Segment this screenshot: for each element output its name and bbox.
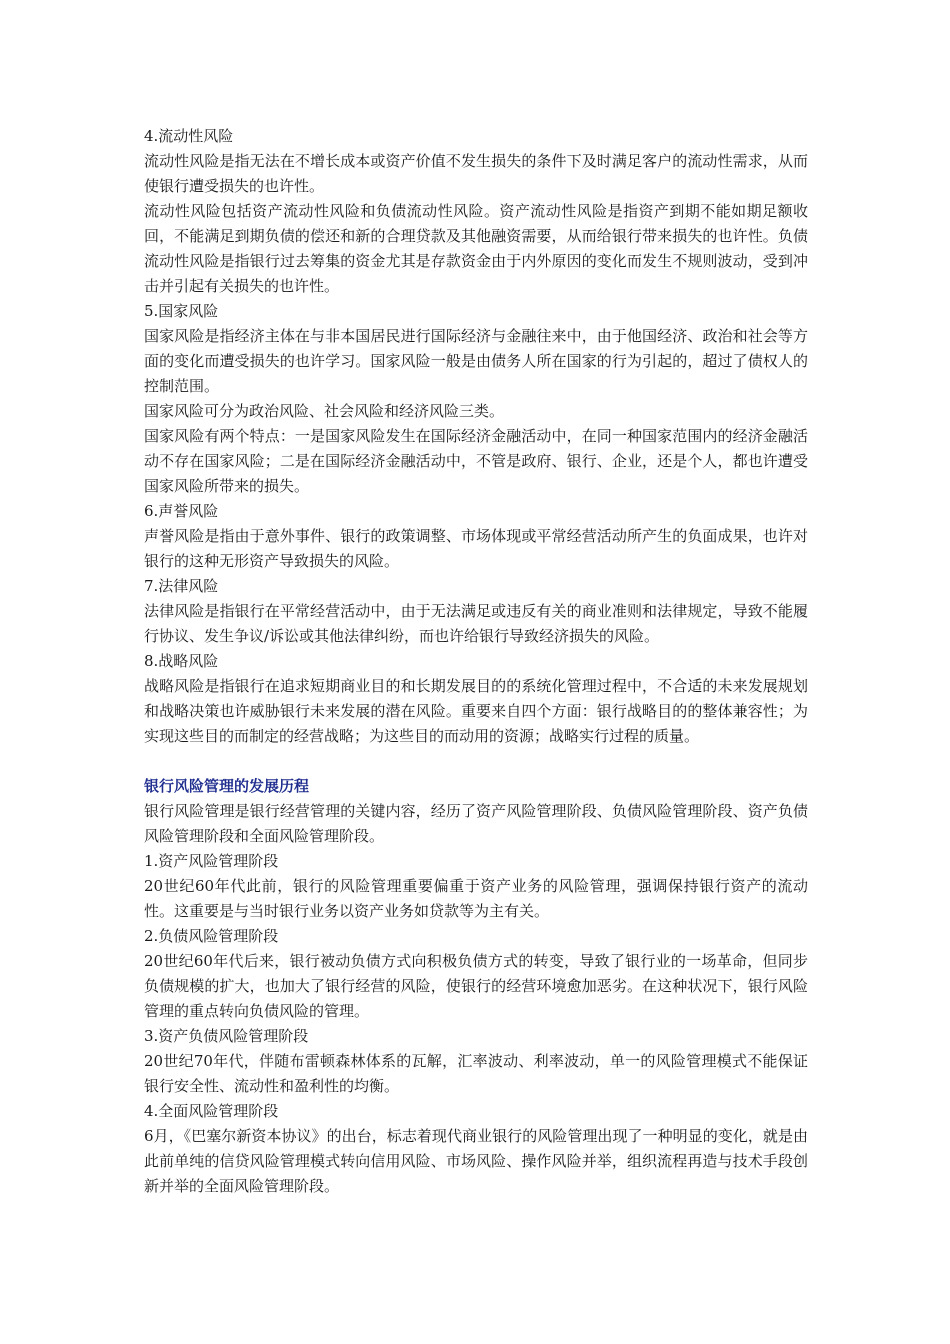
stage3-heading: 3.资产负债风险管理阶段 [144,1027,309,1045]
document-body [144,124,808,1199]
section-spacer [144,749,808,774]
country-risk-definition: 国家风险是指经济主体在与非本国居民进行国际经济与金融往来中，由于他国经济、政治和社会等方面的变化而遭受损失的也许学习。国家风险一般是由债务人所在国家的行为引起的，超过了债权人的控制范围。 [144,327,808,395]
legal-risk-heading: 7.法律风险 [144,577,219,595]
reputation-risk-heading: 6.声誉风险 [144,502,219,520]
liquidity-risk-definition: 流动性风险是指无法在不增长成本或资产价值不发生损失的条件下及时满足客户的流动性需求，从而使银行遭受损失的也许性。 [144,152,808,195]
liquidity-risk-heading: 4.流动性风险 [144,127,234,145]
stage4-heading: 4.全面风险管理阶段 [144,1102,279,1120]
stage4-text: 6月，《巴塞尔新资本协议》的出台，标志着现代商业银行的风险管理出现了一种明显的变化，就是由此前单纯的信贷风险管理模式转向信用风险、市场风险、操作风险并举，组织流程再造与技术手段创新并举的全面风险管理阶段。 [144,1127,808,1195]
liquidity-risk-types: 流动性风险包括资产流动性风险和负债流动性风险。资产流动性风险是指资产到期不能如期足额收回，不能满足到期负债的偿还和新的合理贷款及其他融资需要，从而给银行带来损失的也许性。负债流动性风险是指银行过去筹集的资金尤其是存款资金由于内外原因的变化而发生不规则波动，受到冲击并引起有关损失的也许性。 [144,202,808,295]
country-risk-features: 国家风险有两个特点：一是国家风险发生在国际经济金融活动中，在同一种国家范围内的经济金融活动不存在国家风险；二是在国际经济金融活动中，不管是政府、银行、企业，还是个人，都也许遭受国家风险所带来的损失。 [144,427,808,495]
stage2-text: 20世纪60年代后来，银行被动负债方式向积极负债方式的转变，导致了银行业的一场革命，但同步负债规模的扩大，也加大了银行经营的风险，使银行的经营环境愈加恶劣。在这种状况下，银行风险管理的重点转向负债风险的管理。 [144,952,808,1020]
strategy-risk-definition: 战略风险是指银行在追求短期商业目的和长期发展目的的系统化管理过程中，不合适的未来发展规划和战略决策也许威胁银行未来发展的潜在风险。重要来自四个方面：银行战略目的的整体兼容性；为实现这些目的而制定的经营战略；为这些目的而动用的资源；战略实行过程的质量。 [144,677,808,745]
reputation-risk-definition: 声誉风险是指由于意外事件、银行的政策调整、市场体现或平常经营活动所产生的负面成果，也许对银行的这种无形资产导致损失的风险。 [144,527,808,570]
stage1-text: 20世纪60年代此前，银行的风险管理重要偏重于资产业务的风险管理，强调保持银行资产的流动性。这重要是与当时银行业务以资产业务如贷款等为主有关。 [144,877,808,920]
country-risk-categories: 国家风险可分为政治风险、社会风险和经济风险三类。 [144,402,505,420]
stage2-heading: 2.负债风险管理阶段 [144,927,279,945]
strategy-risk-heading: 8.战略风险 [144,652,219,670]
legal-risk-definition: 法律风险是指银行在平常经营活动中，由于无法满足或违反有关的商业准则和法律规定，导致不能履行协议、发生争议/诉讼或其他法律纠纷，而也许给银行导致经济损失的风险。 [144,602,808,645]
section-title: 银行风险管理的发展历程 [144,777,310,795]
country-risk-heading: 5.国家风险 [144,302,219,320]
stage1-heading: 1.资产风险管理阶段 [144,852,279,870]
section-intro: 银行风险管理是银行经营管理的关键内容，经历了资产风险管理阶段、负债风险管理阶段、资产负债风险管理阶段和全面风险管理阶段。 [144,802,808,845]
stage3-text: 20世纪70年代，伴随布雷顿森林体系的瓦解，汇率波动、利率波动，单一的风险管理模式不能保证银行安全性、流动性和盈利性的均衡。 [144,1052,808,1095]
